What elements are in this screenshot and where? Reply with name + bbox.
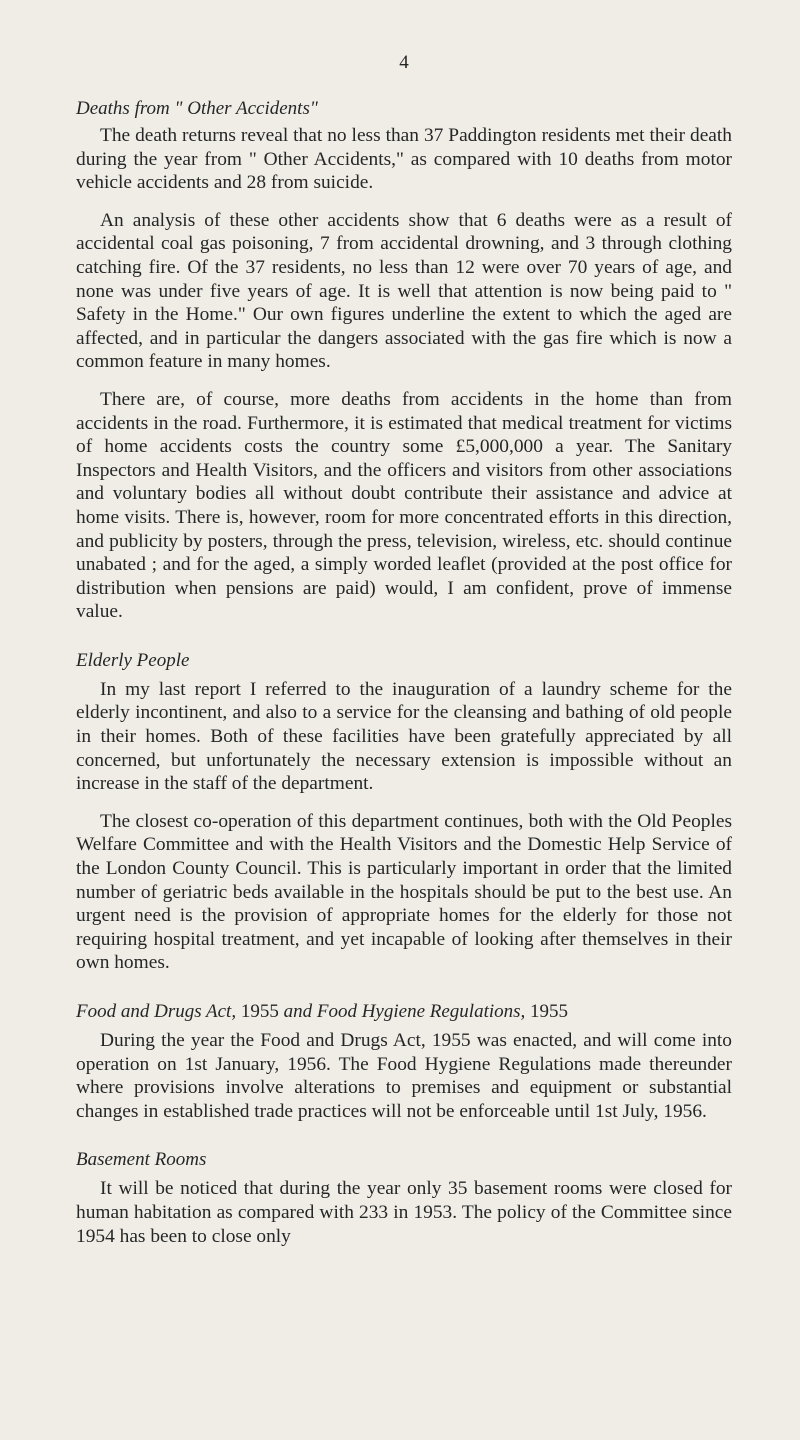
paragraph: An analysis of these other accidents show that 6 deaths were as a result of accidental coal gas poisoning, 7 from accidental drowning, and 3 through clothing catching fire. Of the 37 residents, no less than 12 were over 70 years of age, and none was under five years of age. It is well that attention is now being paid to " Safety in the Home." Our own figures underline the extent to which the aged are affected, and in particular the dangers associated with the gas fire which is now a common feature in many homes. bbox=[76, 209, 732, 373]
section-heading-elderly-people: Elderly People bbox=[76, 649, 190, 671]
paragraph: During the year the Food and Drugs Act, 1955 was enacted, and will come into operation on 1st January, 1956. The Food Hygiene Regulations made thereunder where provisions involve alterations to premises and equipment or substantial changes in established trade practices will not be enforceable until 1st July, 1956. bbox=[76, 1030, 732, 1122]
paragraph: There are, of course, more deaths from accidents in the home than from accidents in the road. Furthermore, it is estimated that medical treatment for victims of home accidents costs the country some £5,000,000 a year. The Sanitary Inspectors and Health Visitors, and the officers and visitors from other associations and voluntary bodies all without doubt contribute their assistance and advice at home visits. There is, however, room for more concentrated efforts in this direction, and publicity by posters, through the press, television, wireless, etc. should continue unabated ; and for the aged, a simply worded leaflet (provided at the post office for distribution when pensions are paid) would, I am confident, prove of immense value. bbox=[76, 388, 732, 623]
section-heading-basement-rooms: Basement Rooms bbox=[76, 1149, 207, 1171]
section-food-drugs bbox=[76, 999, 732, 1123]
paragraph: It will be noticed that during the year only 35 basement rooms were closed for human habitation as compared with 233 in 1953. The policy of the Committee since 1954 has been to close only bbox=[76, 1178, 732, 1247]
section-heading-other-accidents: Deaths from " Other Accidents" bbox=[76, 98, 318, 119]
paragraph: In my last report I referred to the inauguration of a laundry scheme for the elderly incontinent, and also to a service for the cleansing and bathing of old people in their homes. Both of these facilities have been gratefully appreciated by all concerned, but unfortunately the necessary extension is impossible without an increase in the staff of the department. bbox=[76, 678, 732, 795]
section-other-accidents bbox=[76, 96, 732, 624]
page-number: 4 bbox=[399, 52, 409, 73]
paragraph: The closest co-operation of this department continues, both with the Old Peoples Welfare Committee and with the Health Visitors and the Domestic Help Service of the London County Council. This is particularly important in order that the limited number of geriatric beds available in the hospitals should be put to the best use. An urgent need is the provision of appropriate homes for the elderly for those not requiring hospital treatment, and yet incapable of looking after themselves in their own homes. bbox=[76, 810, 732, 974]
heading-text: and Food Hygiene Regulations, bbox=[283, 1001, 526, 1022]
section-heading-food-drugs bbox=[76, 999, 732, 1025]
paragraph: The death returns reveal that no less than 37 Paddington residents met their death during the year from " Other Accidents," as compared with 10 deaths from motor vehicle accidents and 28 from suicide. bbox=[76, 125, 732, 194]
heading-year: 1955 bbox=[240, 1001, 279, 1022]
heading-text: Food and Drugs Act, bbox=[76, 1001, 237, 1022]
section-basement-rooms bbox=[76, 1147, 732, 1248]
heading-year: 1955 bbox=[530, 1001, 569, 1022]
document-page bbox=[76, 52, 732, 1272]
section-elderly-people bbox=[76, 648, 732, 975]
